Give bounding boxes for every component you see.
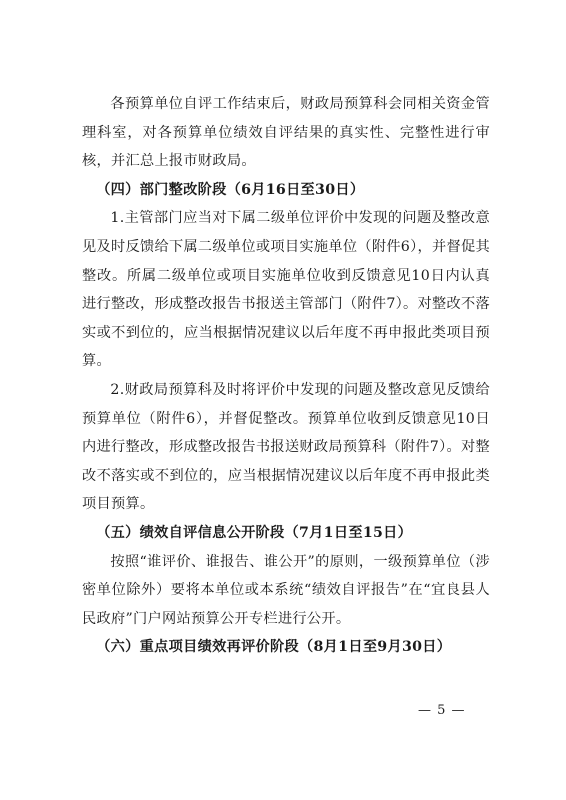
paragraph-rectification-item-2: 2.财政局预算科及时将评价中发现的问题及整改意见反馈给预算单位（附件6），并督促整改。预算单位收到反馈意见10日内进行整改，形成整改报告书报送财政局预算科（附件7）。对整改不落实或不到位的，应当根据情况建议以后年度不再申报此类项目预算。 bbox=[82, 381, 490, 513]
section-heading-5-disclosure: （五）绩效自评信息公开阶段（7月1日至15日） bbox=[96, 524, 413, 541]
paragraph-rectification-item-1: 1.主管部门应当对下属二级单位评价中发现的问题及整改意见及时反馈给下属二级单位或项目实施单位（附件6），并督促其整改。所属二级单位或项目实施单位收到反馈意见10日内认真进行整改，形成整改报告书报送主管部门（附件7）。对整改不落实或不到位的，应当根据情况建议以后年度不再申报此类项目预算。 bbox=[82, 210, 490, 370]
document-body bbox=[82, 90, 490, 662]
paragraph-disclosure: 按照“谁评价、谁报告、谁公开”的原则，一级预算单位（涉密单位除外）要将本单位或本系统“绩效自评报告”在“宜良县人民政府”门户网站预算公开专栏进行公开。 bbox=[82, 553, 490, 627]
paragraph-self-evaluation-review: 各预算单位自评工作结束后，财政局预算科会同相关资金管理科室，对各预算单位绩效自评结果的真实性、完整性进行审核，并汇总上报市财政局。 bbox=[82, 96, 490, 170]
section-heading-6-re-evaluation: （六）重点项目绩效再评价阶段（8月1日至9月30日） bbox=[96, 639, 452, 656]
page-number: — 5 — bbox=[418, 703, 466, 718]
section-heading-4-rectification: （四）部门整改阶段（6月16日至30日） bbox=[96, 181, 365, 198]
